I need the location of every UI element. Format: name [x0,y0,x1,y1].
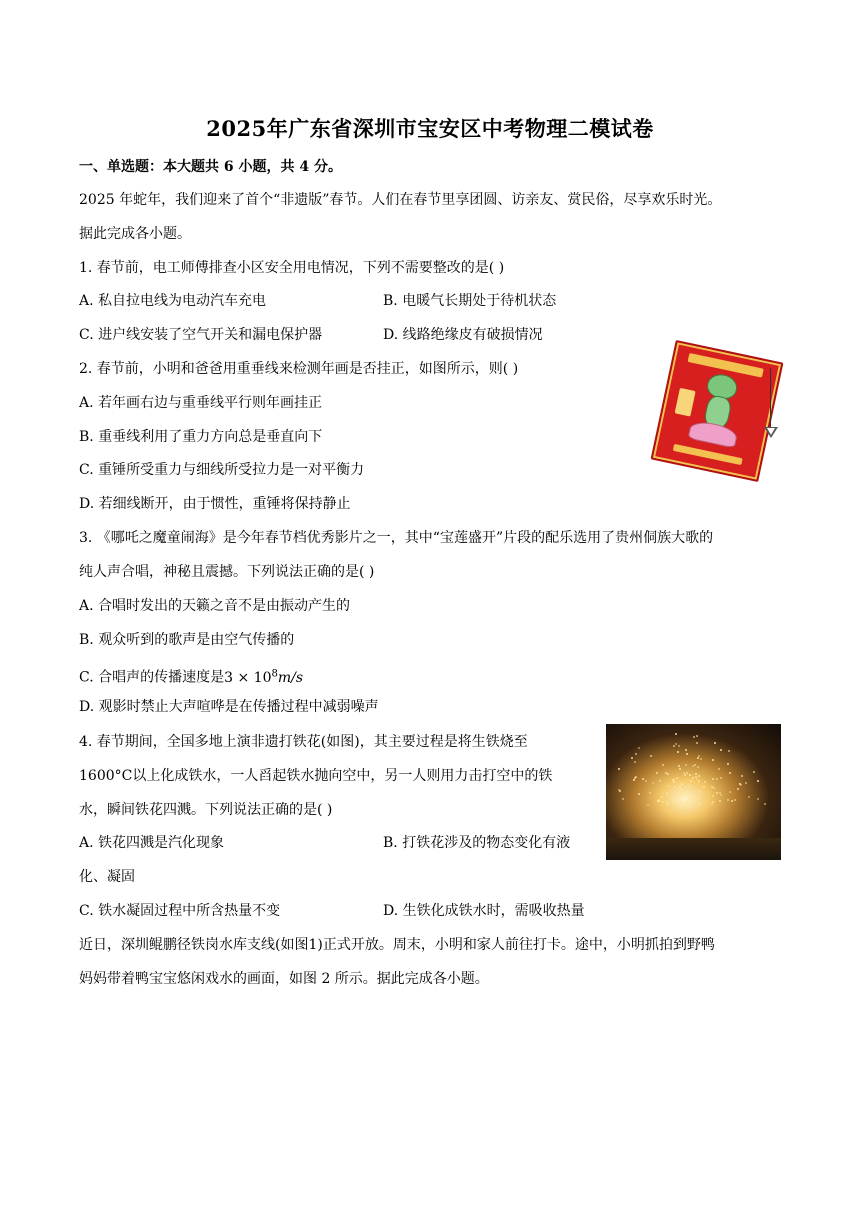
spark-dot [731,800,733,802]
spark-dot [662,764,664,766]
bottom-banner-decoration [673,444,743,465]
spark-dot [631,757,633,759]
banner-decoration [688,353,764,378]
q4-option-a: A. 铁花四溅是汽化现象 [79,835,225,851]
spark-dot [698,780,700,782]
spark-dot [739,783,741,785]
spark-dot [647,804,649,806]
spark-dot [712,759,714,761]
spark-dot [716,792,718,794]
spark-dot [685,786,687,788]
spark-dot [681,783,683,785]
spark-dot [764,803,766,805]
spark-dot [718,768,720,770]
spark-dot [688,786,690,788]
spark-dot [633,779,635,781]
spark-dot [704,781,706,783]
spark-dot [668,785,670,787]
page-title: 2025年广东省深圳市宝安区中考物理二模试卷 [206,116,654,141]
spark-dot [676,777,678,779]
spark-dot [711,803,713,805]
spark-dot [698,803,700,805]
spark-dot [694,764,696,766]
q3-stem-line-1: 3. 《哪吒之魔童闹海》是今年春节档优秀影片之一，其中“宝莲盛开”片段的配乐选用了贵州侗族大歌的 [79,530,714,546]
spark-dot [681,789,683,791]
ground-shadow [606,838,781,860]
spark-dot [686,753,688,755]
q2-option-d: D. 若细线断开，由于惯性，重锤将保持静止 [79,496,351,512]
q4-stem-line-2: 1600°C以上化成铁水，一人舀起铁水抛向空中，另一人则用力击打空中的铁 [79,768,553,784]
spark-dot [622,798,624,800]
spark-dot [713,787,715,789]
q1-option-c: C. 进户线安装了空气开关和漏电保护器 [79,327,323,343]
spark-dot [666,803,668,805]
q3-option-b: B. 观众听到的歌声是由空气传播的 [79,632,295,648]
q3-option-c-math [224,670,303,686]
spark-dot [678,765,680,767]
iron-sparks-photo [606,724,781,860]
spark-dot [635,753,637,755]
spark-dot [699,791,701,793]
spark-dot [650,755,652,757]
spark-dot [673,781,675,783]
q2-option-b: B. 重垂线利用了重力方向总是垂直向下 [79,429,323,445]
q4-option-b-continued: 化、凝固 [79,869,135,885]
spark-dot [703,786,705,788]
spark-dot [618,768,620,770]
spark-dot [689,774,691,776]
lotus-illustration [688,419,739,449]
intro2-line-1: 近日，深圳鲲鹏径铁岗水库支线(如图1)正式开放。周末，小明和家人前往打卡。途中，小明抓拍到野鸭 [79,937,715,953]
q2-option-c: C. 重锤所受重力与细线所受拉力是一对平衡力 [79,462,365,478]
spark-dot [675,801,677,803]
q4-option-d: D. 生铁化成铁水时，需吸收热量 [383,903,585,919]
intro-line-2: 据此完成各小题。 [79,226,191,242]
spark-dot [618,789,620,791]
spark-dot [689,802,691,804]
section-heading: 一、单选题：本大题共 6 小题，共 4 分。 [79,159,342,175]
spark-dot [685,764,687,766]
spark-dot [757,798,759,800]
spark-dot [642,778,644,780]
spark-dot [693,736,695,738]
spark-dot [729,791,731,793]
spark-dot [677,751,679,753]
q3-stem-line-2: 纯人声合唱，神秘且震撼。下列说法正确的是( ) [79,564,375,580]
intro2-line-2: 妈妈带着鸭宝宝悠闲戏水的画面，如图 2 所示。据此完成各小题。 [79,971,489,987]
spark-dot [690,780,692,782]
spark-dot [757,780,759,782]
spark-dot [697,766,699,768]
q1-option-b: B. 电暖气长期处于待机状态 [383,293,557,309]
spark-dot [686,772,688,774]
spark-dot [679,768,681,770]
q4-option-c: C. 铁水凝固过程中所含热量不变 [79,903,281,919]
plumb-line [770,368,771,428]
new-year-picture-image [651,340,784,482]
spark-dot [698,775,700,777]
spark-dot [696,735,698,737]
spark-dot [729,772,731,774]
spark-dot [675,733,677,735]
math-unit: m/s [277,669,304,686]
q2-stem: 2. 春节前，小明和爸爸用重垂线来检测年画是否挂正，如图所示，则( ) [79,361,519,377]
intro-line-1: 2025 年蛇年，我们迎来了首个“非遗版”春节。人们在春节里享团圆、访亲友、赏民俗，尽享欢乐时光。 [79,192,722,208]
spark-dot [666,792,668,794]
q1-stem: 1. 春节前，电工师傅排查小区安全用电情况，下列不需要整改的是( ) [79,260,505,276]
spark-dot [697,757,699,759]
spark-dot [716,778,718,780]
q1-option-d: D. 线路绝缘皮有破损情况 [383,327,543,343]
q3-option-c [79,664,303,688]
spark-dot [700,758,702,760]
spark-dot [720,749,722,751]
q3-option-a: A. 合唱时发出的天籁之音不是由振动产生的 [79,598,351,614]
spark-dot [692,777,694,779]
spark-dot [659,780,661,782]
spark-dot [661,796,663,798]
q4-option-b: B. 打铁花涉及的物态变化有液 [383,835,571,851]
fu-tag-decoration [675,388,696,417]
spark-dot [674,799,676,801]
spark-dot [720,794,722,796]
spark-dot [712,778,714,780]
q3-option-d: D. 观影时禁止大声喧哗是在传播过程中减弱噪声 [79,699,379,715]
spark-dot [670,797,672,799]
math-exponent: 8 [271,668,278,679]
q4-stem-line-1: 4. 春节期间，全国多地上演非遗打铁花(如图)，其主要过程是将生铁烧至 [79,734,528,750]
spark-dot [656,772,658,774]
spark-dot [734,799,736,801]
spark-dot [684,774,686,776]
spark-dot [741,775,743,777]
spark-dot [714,742,716,744]
spark-dot [673,745,675,747]
spark-dot [728,750,730,752]
spark-dot [673,778,675,780]
spark-dot [652,782,654,784]
spark-dot [678,745,680,747]
math-base: 3 × 10 [224,669,272,686]
q2-option-a: A. 若年画右边与重垂线平行则年画挂正 [79,395,323,411]
spark-dot [695,798,697,800]
spark-dot [638,793,640,795]
plumb-bob-inner [767,428,775,435]
spark-dot [675,743,677,745]
spark-dot [753,771,755,773]
q1-option-a: A. 私自拉电线为电动汽车充电 [79,293,267,309]
q3-option-c-text: C. 合唱声的传播速度是 [79,669,225,686]
spark-dot [698,755,700,757]
q4-stem-line-3: 水，瞬间铁花四溅。下列说法正确的是( ) [79,802,333,818]
spark-dot [686,804,688,806]
spark-dot [685,793,687,795]
spark-dot [727,799,729,801]
spark-dot [745,782,747,784]
spark-dot [674,786,676,788]
spark-dot [685,749,687,751]
spark-dot [719,800,721,802]
spark-dot [737,788,739,790]
spark-dot [638,747,640,749]
spark-dot [720,777,722,779]
spark-dot [712,795,714,797]
spark-dot [696,742,698,744]
spark-dot [698,797,700,799]
spark-dot [662,801,664,803]
spark-dot [666,801,668,803]
spark-dot [649,792,651,794]
spark-dot [748,796,750,798]
spark-dot [634,761,636,763]
spark-dot [645,780,647,782]
spark-dot [658,800,660,802]
spark-dot [727,763,729,765]
